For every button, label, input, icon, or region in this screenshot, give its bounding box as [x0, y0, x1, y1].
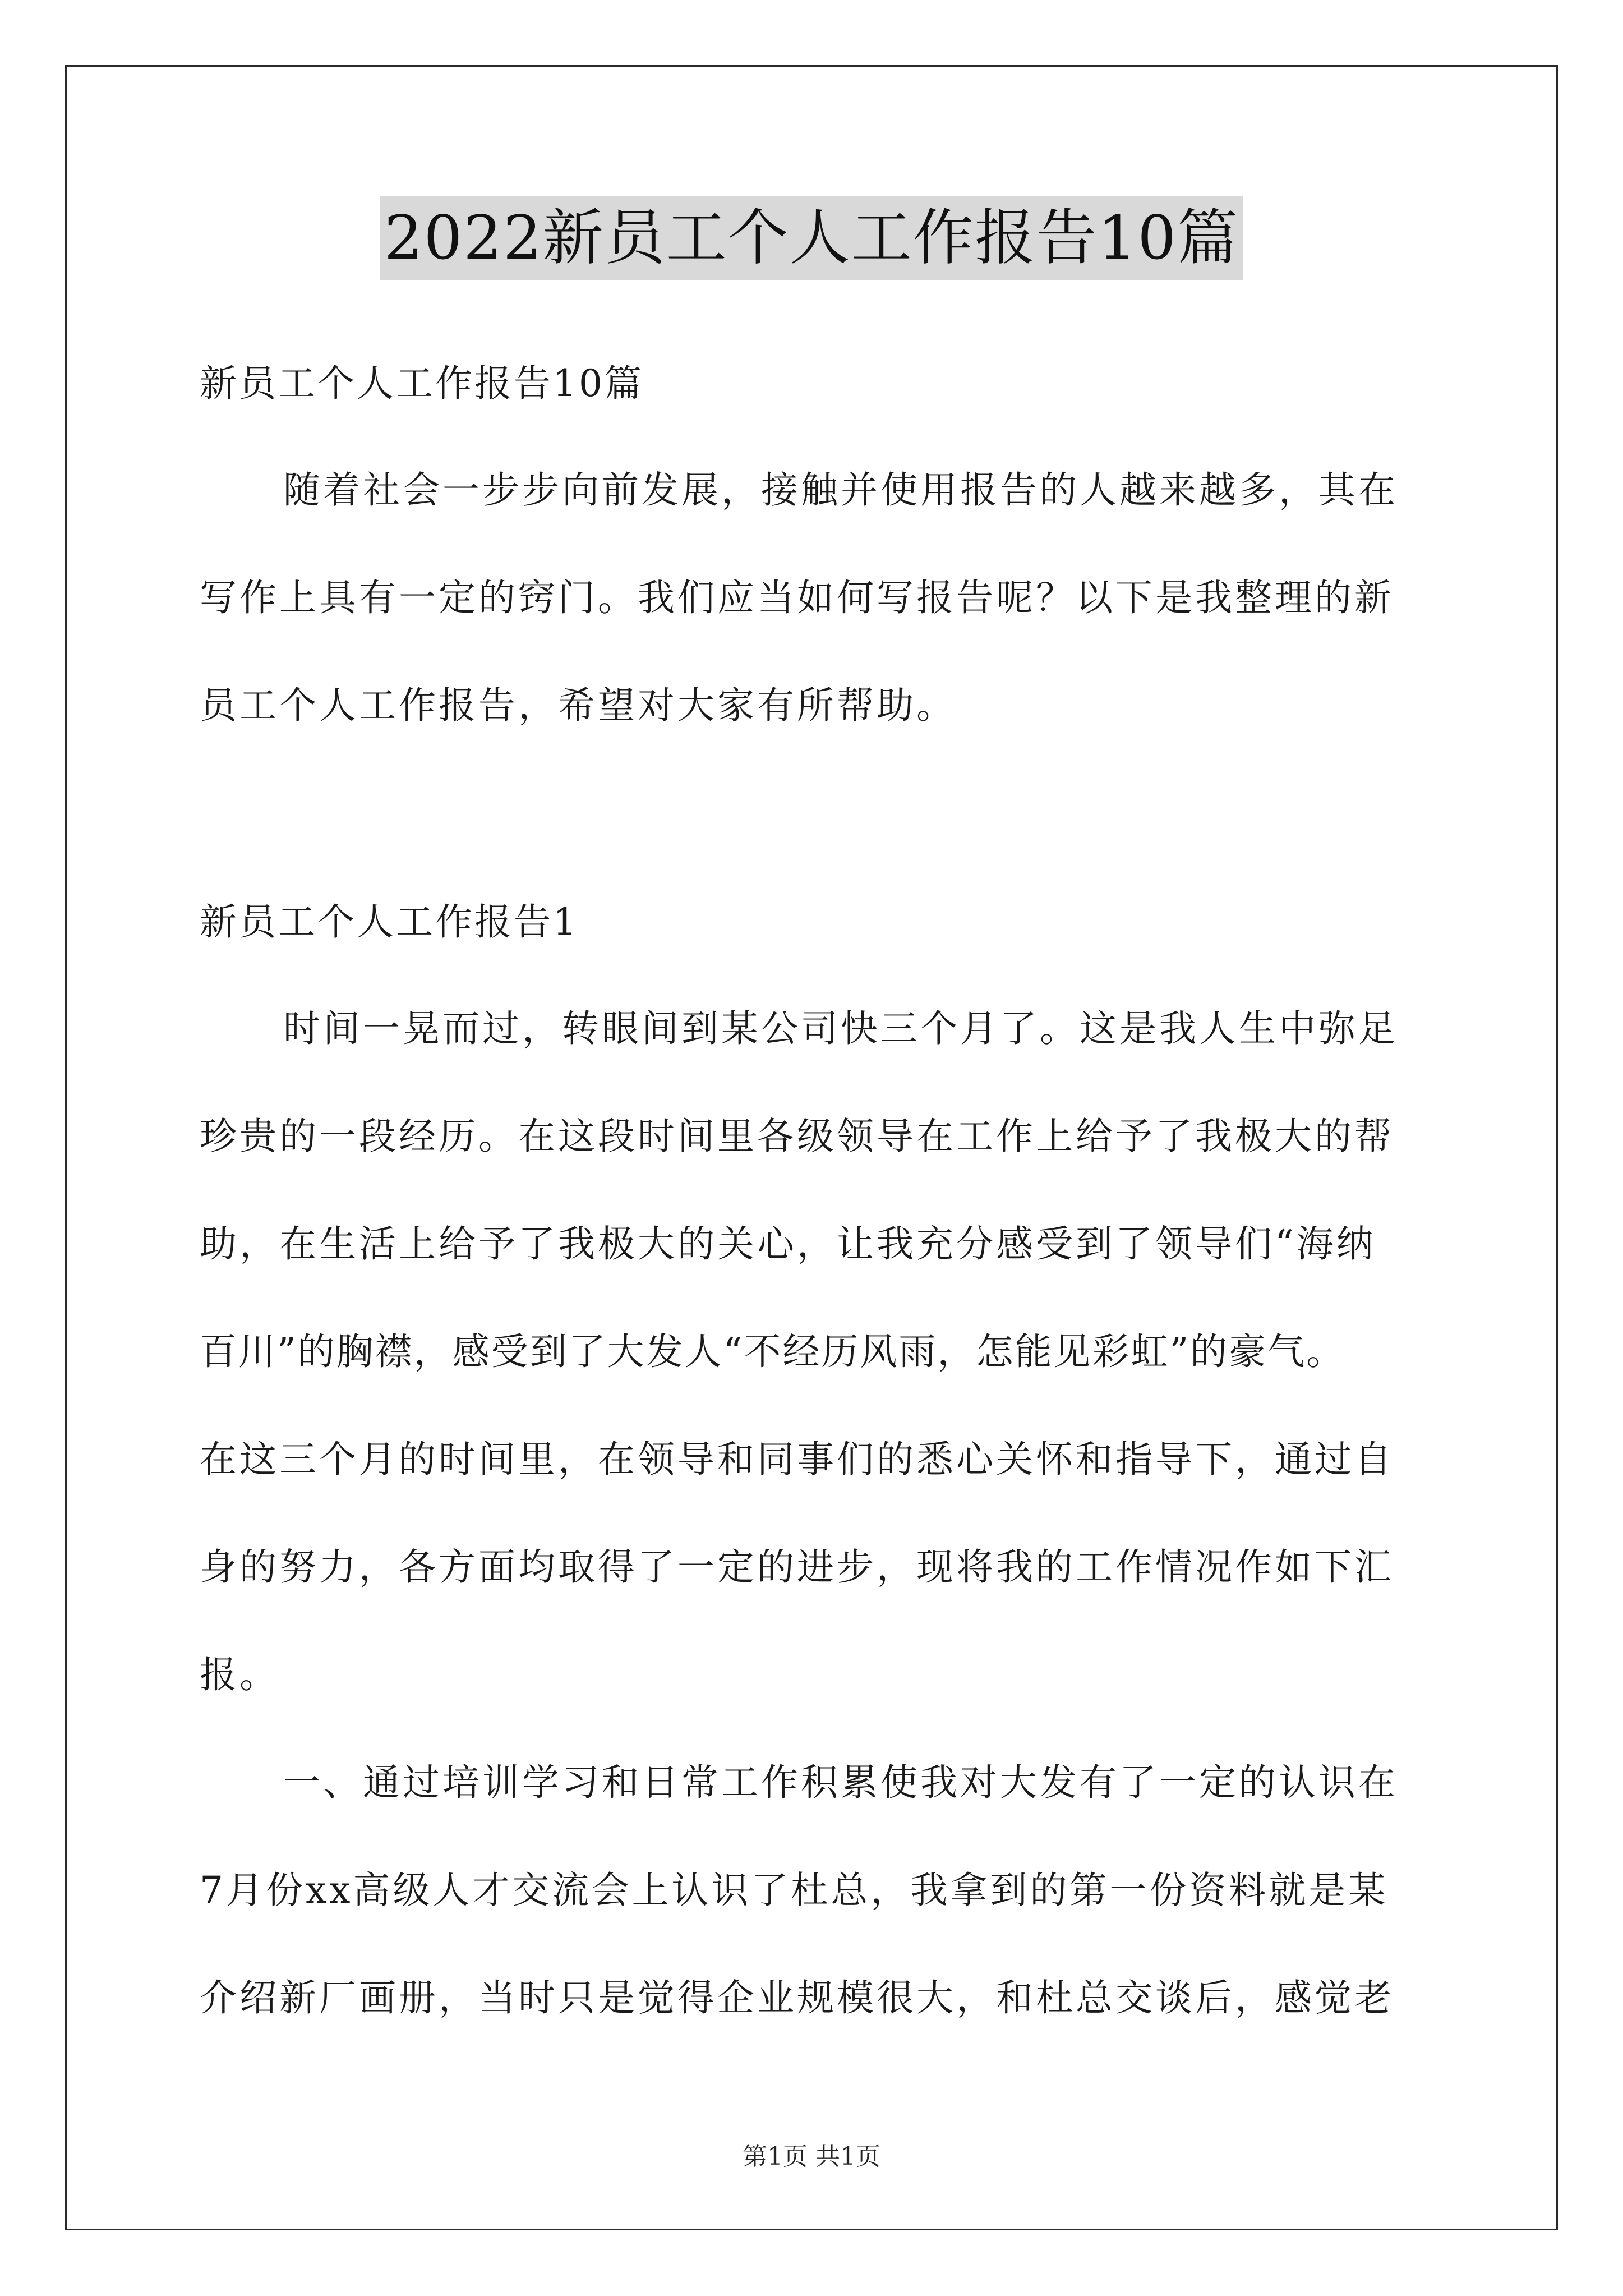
- point-line-1: 一、通过培训学习和日常工作积累使我对大发有了一定的认识在: [283, 1761, 1398, 1804]
- section-heading: 新员工个人工作报告1: [200, 900, 579, 944]
- title-container: [0, 196, 1623, 280]
- section-line-2: 珍贵的一段经历。在这段时间里各级领导在工作上给予了我极大的帮: [200, 1115, 1394, 1158]
- document-title: 2022新员工个人工作报告10篇: [380, 196, 1243, 280]
- intro-line-3: 员工个人工作报告，希望对大家有所帮助。: [200, 684, 956, 727]
- section-line-4: 百川”的胸襟，感受到了大发人“不经历风雨，怎能见彩虹”的豪气。: [200, 1330, 1345, 1373]
- page-footer: 第1页 共1页: [743, 2142, 880, 2171]
- point-line-2: 7月份xx高级人才交流会上认识了杜总，我拿到的第一份资料就是某: [200, 1869, 1389, 1912]
- section-line-1: 时间一晃而过，转眼间到某公司快三个月了。这是我人生中弥足: [283, 1007, 1398, 1050]
- section-line-5: 在这三个月的时间里，在领导和同事们的悉心关怀和指导下，通过自: [200, 1438, 1394, 1481]
- intro-line-1: 随着社会一步步向前发展，接触并使用报告的人越来越多，其在: [283, 468, 1398, 512]
- document-subtitle: 新员工个人工作报告10篇: [200, 362, 644, 405]
- section-line-3: 助，在生活上给予了我极大的关心，让我充分感受到了领导们“海纳: [200, 1222, 1376, 1266]
- point-line-3: 介绍新厂画册，当时只是觉得企业规模很大，和杜总交谈后，感觉老: [200, 1976, 1394, 2019]
- section-line-7: 报。: [200, 1653, 279, 1696]
- section-line-6: 身的努力，各方面均取得了一定的进步，现将我的工作情况作如下汇: [200, 1545, 1394, 1589]
- intro-line-2: 写作上具有一定的窍门。我们应当如何写报告呢？以下是我整理的新: [200, 576, 1394, 619]
